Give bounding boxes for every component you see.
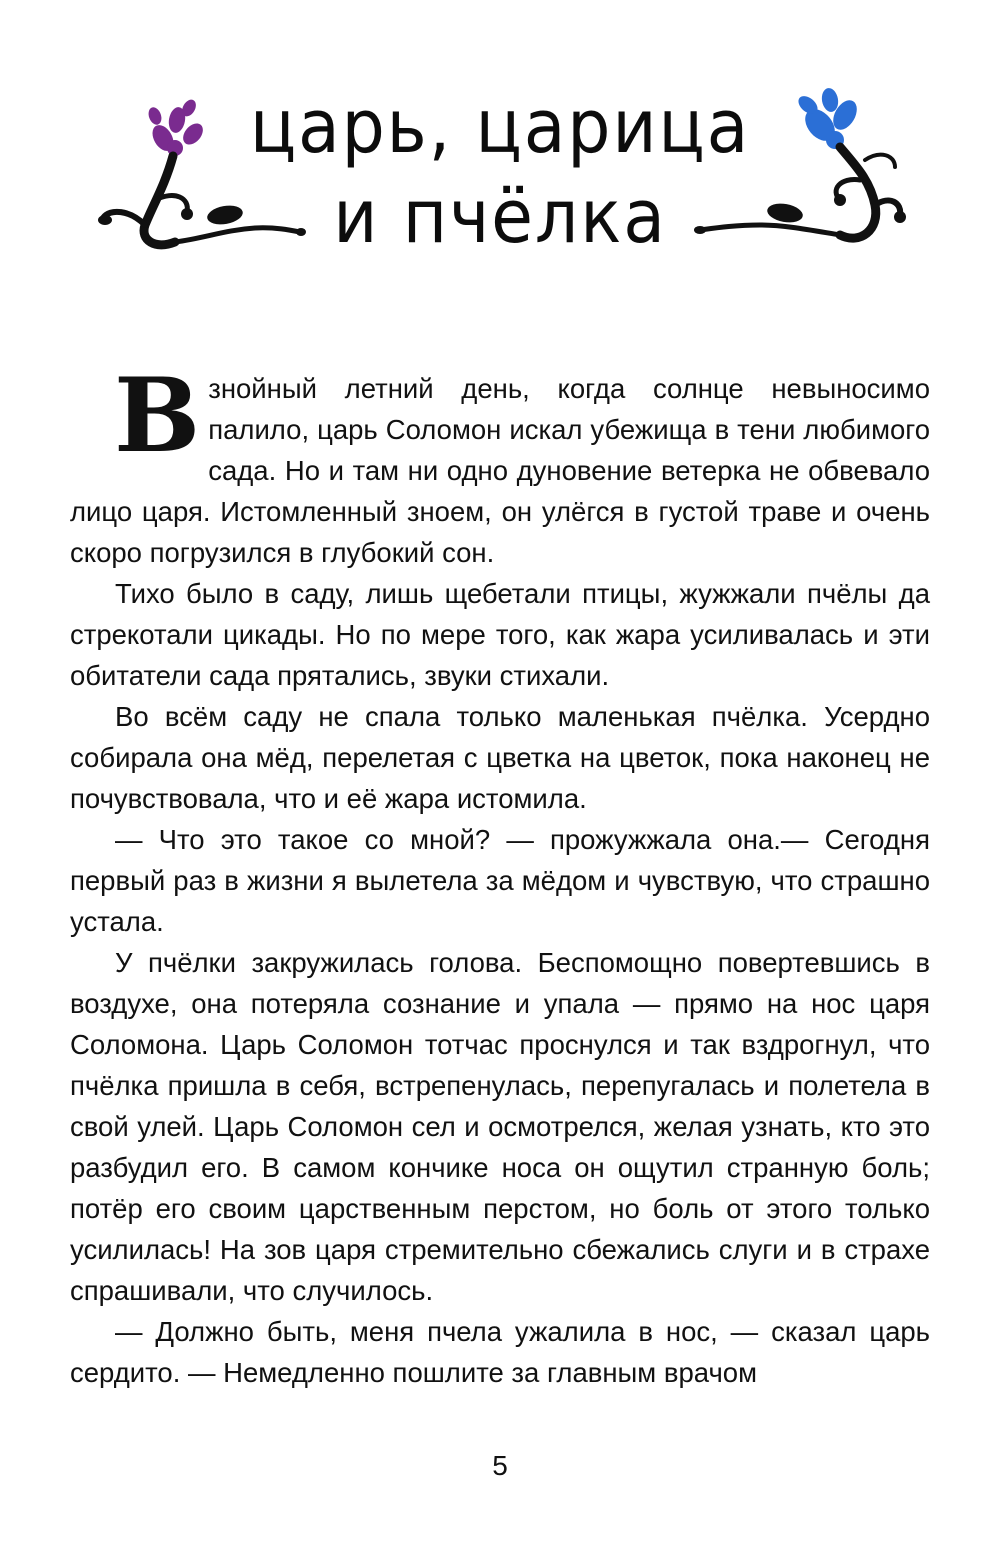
- paragraph-6: — Должно быть, меня пчела ужалила в нос, — сказал царь сердито. — Немедленно пошлите за главным врачом: [70, 1316, 930, 1388]
- title-line-1: царь, царица: [249, 84, 751, 170]
- paragraph-4: — Что это такое со мной? — прожужжала она.— Сегодня первый раз в жизни я вылетела за мёдом и чувствую, что страшно устала.: [70, 824, 930, 937]
- paragraph-1-text: знойный летний день, когда солнце невыносимо палило, царь Соломон искал убежища в тени любимого сада. Но и там ни одно дуновение ветерка не обвевало лицо царя. Истомленный зноем, он улёгся в густой траве и очень скоро погрузился в глубокий сон.: [70, 373, 930, 568]
- paragraph-5: У пчёлки закружилась голова. Беспомощно повертевшись в воздухе, она потеряла сознание и упала — прямо на нос царя Соломона. Царь Соломон тотчас проснулся и так вздрогнул, что пчёлка пришла в себя, встрепенулась, перепугалась и полетела в свой улей. Царь Соломон сел и осмотрелся, желая узнать, кто это разбудил его. В самом кончике носа он ощутил странную боль; потёр его своим царственным перстом, но боль от этого только усилилась! На зов царя стремительно сбежались слуги и в страхе спрашивали, что случилось.: [70, 947, 930, 1306]
- title-line-2: и пчёлка: [333, 174, 667, 260]
- paragraph-1: [70, 356, 930, 573]
- paragraph-2: Тихо было в саду, лишь щебетали птицы, жужжали пчёлы да стрекотали цикады. Но по мере того, как жара усиливалась и эти обитатели сада прятались, звуки стихали.: [70, 578, 930, 691]
- page-number: 5: [492, 1450, 508, 1481]
- title-block: [0, 80, 1000, 280]
- drop-cap: В: [114, 356, 201, 476]
- paragraph-3: Во всём саду не спала только маленькая пчёлка. Усердно собирала она мёд, перелетая с цветка на цветок, пока наконец не почувствовала, что и её жара истомила.: [70, 701, 930, 814]
- story-text: [70, 356, 930, 1393]
